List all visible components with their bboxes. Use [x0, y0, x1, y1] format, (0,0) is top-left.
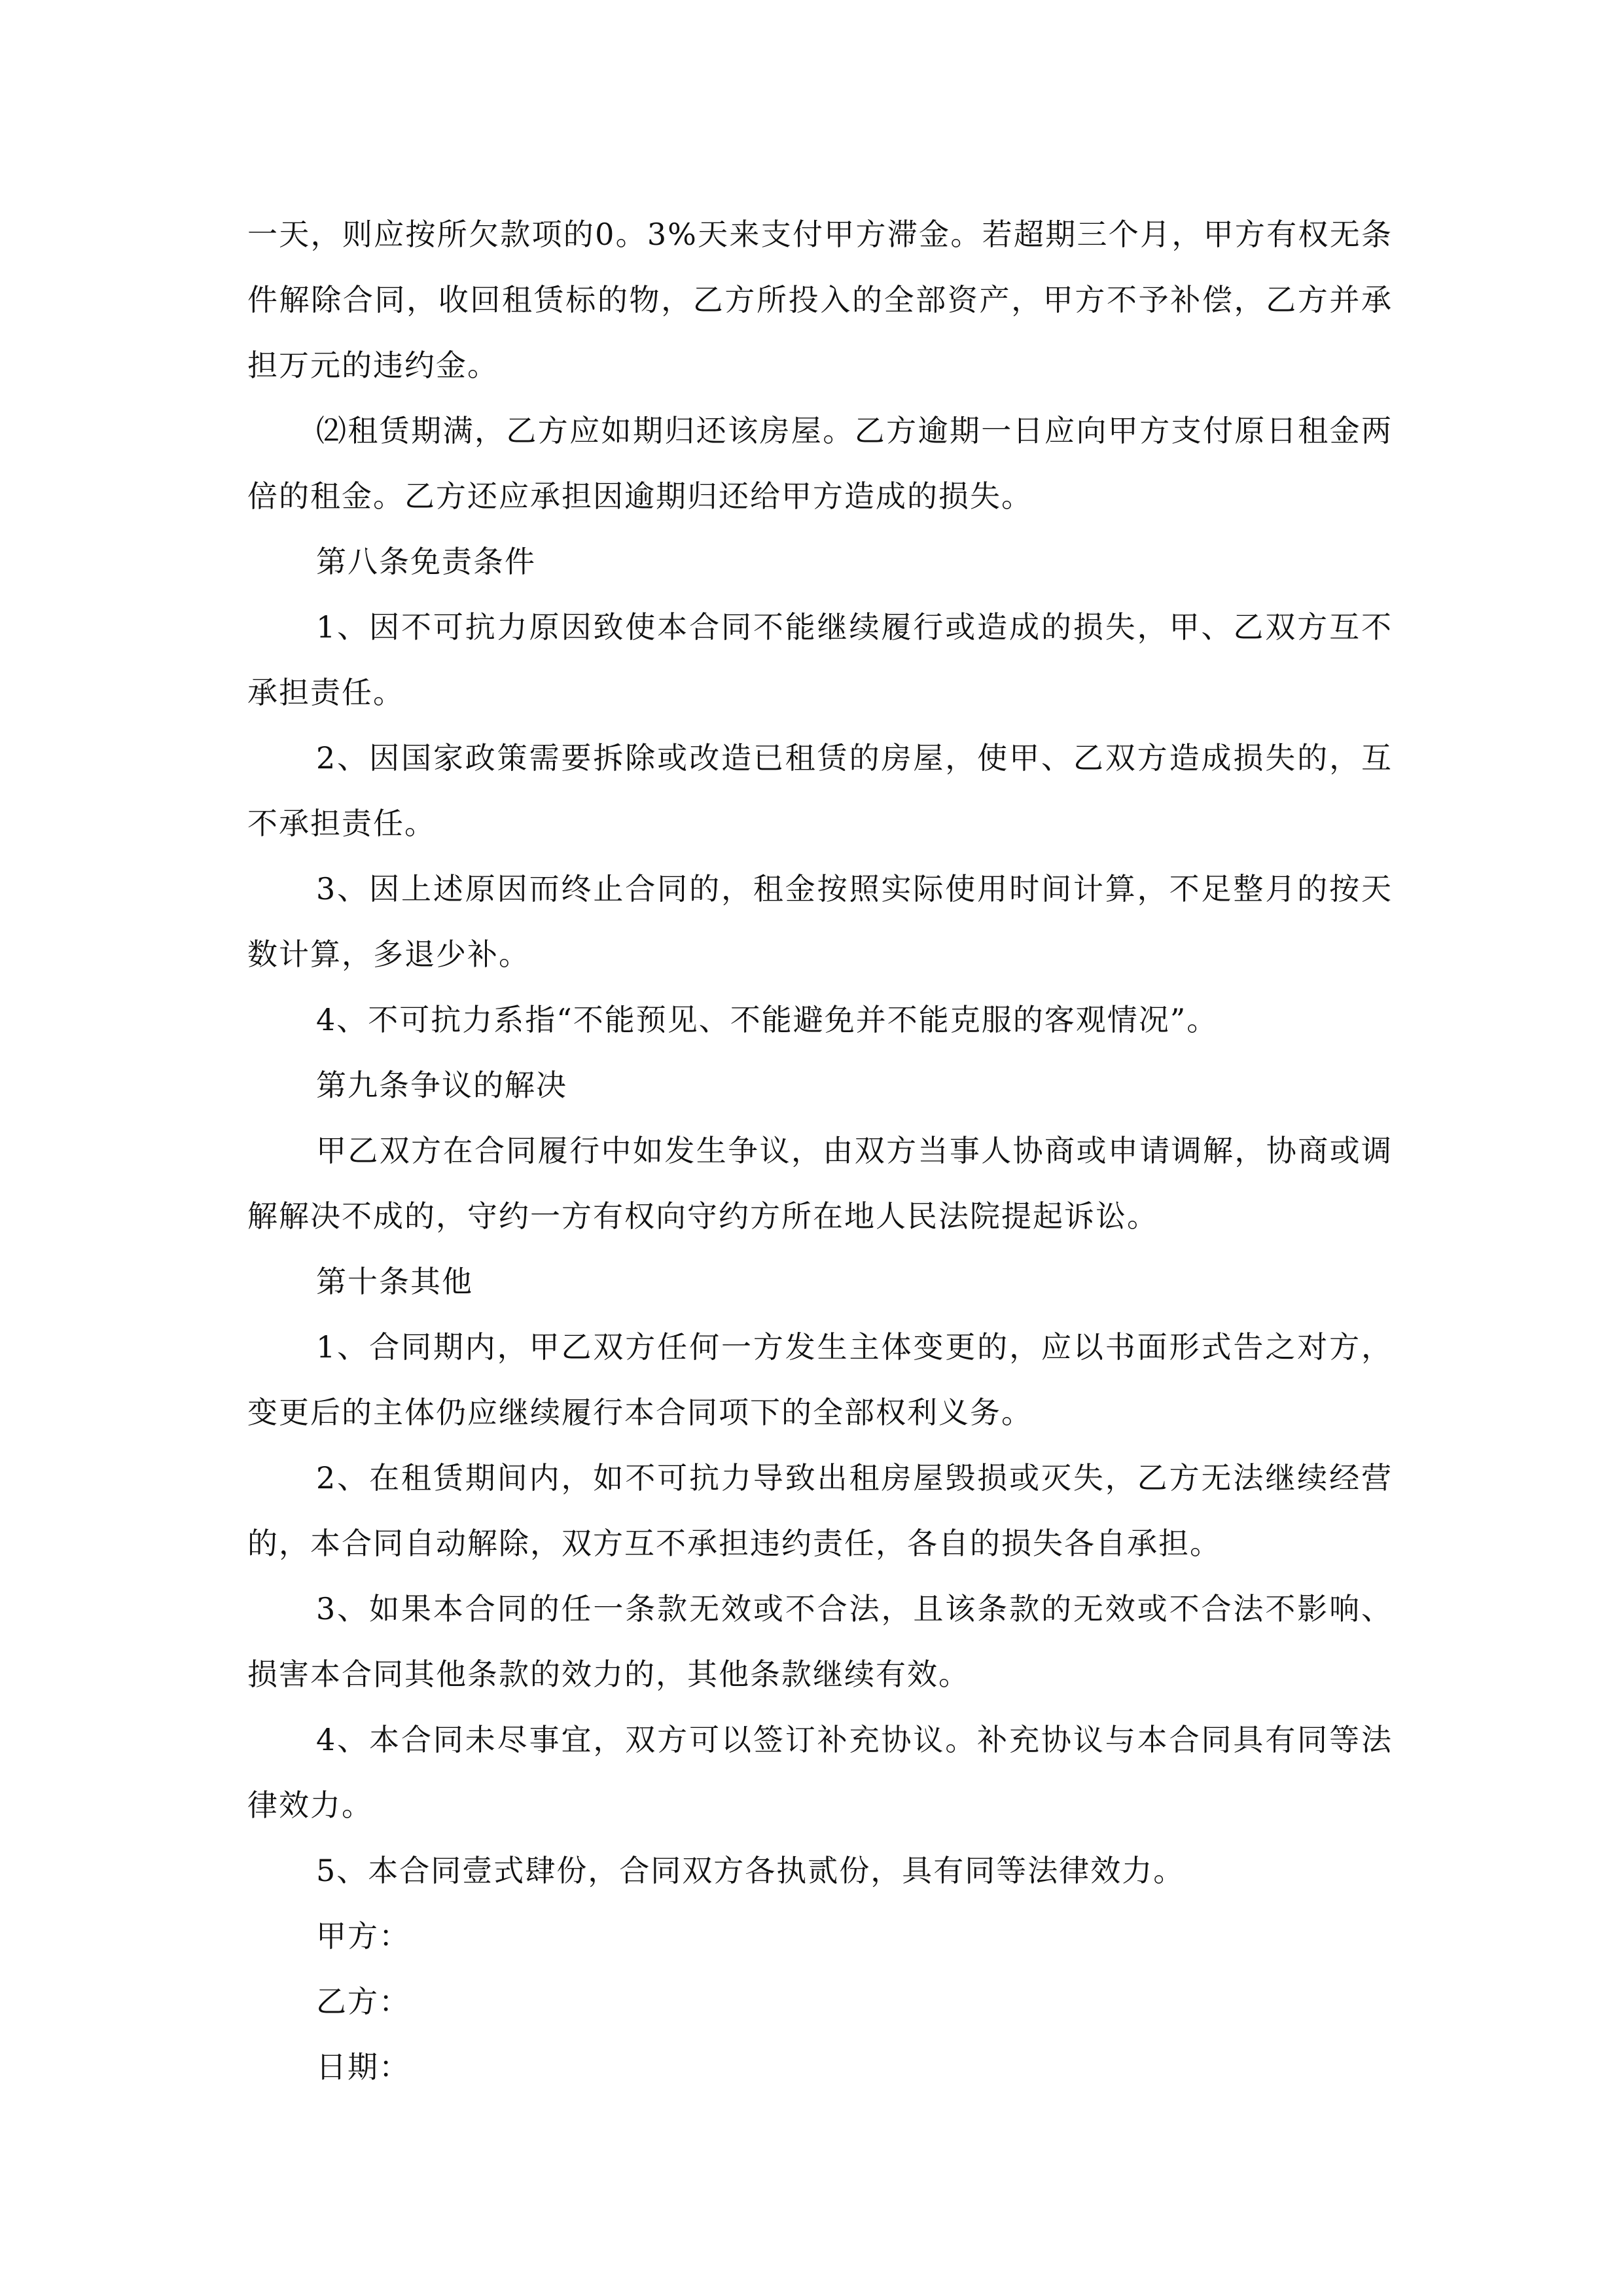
paragraph-lease-expiry: ⑵租赁期满，乙方应如期归还该房屋。乙方逾期一日应向甲方支付原日租金两倍的租金。乙方还应承担因逾期归还给甲方造成的损失。 — [247, 413, 1393, 514]
paragraph-article-8-item-2: 2、因国家政策需要拆除或改造已租赁的房屋，使甲、乙双方造成损失的，互不承担责任。 — [247, 740, 1393, 841]
signature-date: 日期： — [316, 2049, 410, 2085]
paragraph-article-10-item-1: 1、合同期内，甲乙双方任何一方发生主体变更的，应以书面形式告之对方，变更后的主体仍应继续履行本合同项下的全部权利义务。 — [247, 1329, 1393, 1430]
paragraph-article-8-item-1: 1、因不可抗力原因致使本合同不能继续履行或造成的损失，甲、乙双方互不承担责任。 — [247, 609, 1393, 710]
paragraph-article-9-body: 甲乙双方在合同履行中如发生争议，由双方当事人协商或申请调解，协商或调解解决不成的，守约一方有权向守约方所在地人民法院提起诉讼。 — [247, 1133, 1393, 1234]
paragraph-article-10-item-3: 3、如果本合同的任一条款无效或不合法，且该条款的无效或不合法不影响、损害本合同其他条款的效力的，其他条款继续有效。 — [247, 1591, 1393, 1692]
signature-party-b: 乙方： — [316, 1984, 410, 2019]
paragraph-article-8-item-4: 4、不可抗力系指“不能预见、不能避免并不能克服的客观情况”。 — [316, 1002, 1219, 1037]
heading-article-10: 第十条其他 — [316, 1264, 473, 1299]
heading-article-8: 第八条免责条件 — [316, 544, 536, 579]
paragraph-article-10-item-5: 5、本合同壹式肆份，合同双方各执贰份，具有同等法律效力。 — [316, 1853, 1185, 1888]
paragraph-article-8-item-3: 3、因上述原因而终止合同的，租金按照实际使用时间计算，不足整月的按天数计算，多退少补。 — [247, 871, 1393, 972]
paragraph-article-10-item-2: 2、在租赁期间内，如不可抗力导致出租房屋毁损或灭失，乙方无法继续经营的，本合同自动解除，双方互不承担违约责任，各自的损失各自承担。 — [247, 1460, 1393, 1561]
document-body — [247, 202, 1393, 2100]
paragraph-late-payment-continuation: 一天，则应按所欠款项的0。3%天来支付甲方滞金。若超期三个月，甲方有权无条件解除合同，收回租赁标的物，乙方所投入的全部资产，甲方不予补偿，乙方并承担万元的违约金。 — [247, 217, 1393, 383]
paragraph-article-10-item-4: 4、本合同未尽事宜，双方可以签订补充协议。补充协议与本合同具有同等法律效力。 — [247, 1722, 1393, 1823]
heading-article-9: 第九条争议的解决 — [316, 1067, 567, 1103]
signature-party-a: 甲方： — [316, 1918, 410, 1954]
